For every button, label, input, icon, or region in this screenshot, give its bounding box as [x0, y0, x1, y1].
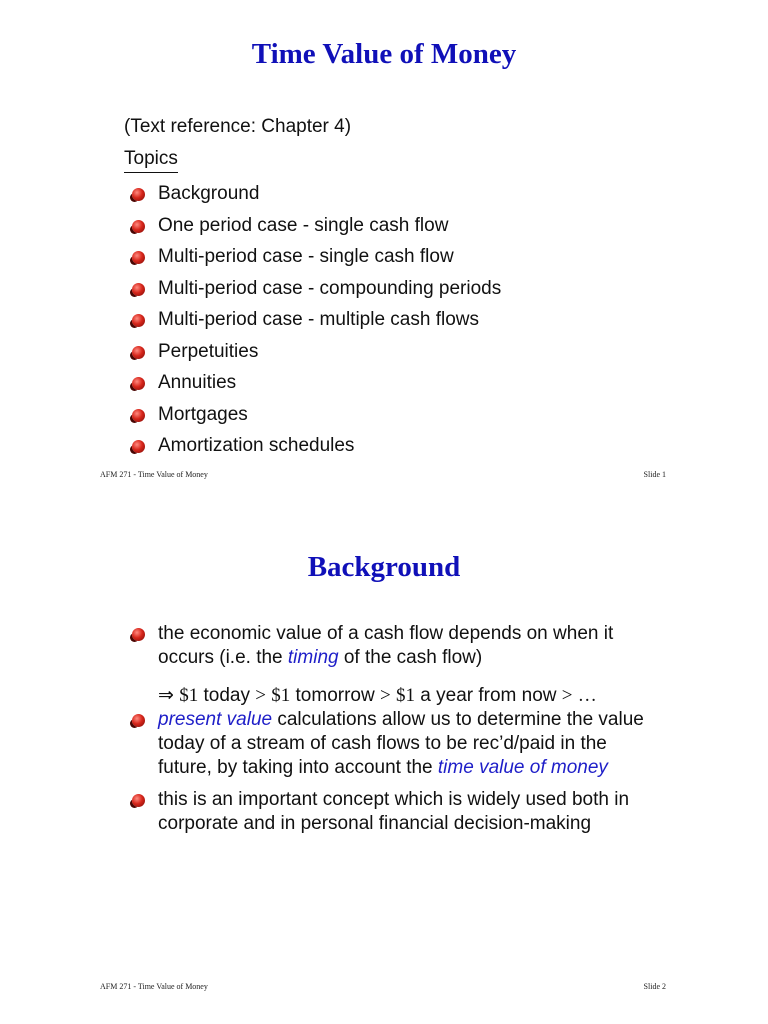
bullet-icon	[132, 314, 145, 327]
bullet-icon	[132, 440, 145, 453]
topic-label: Multi-period case - compounding periods	[158, 277, 502, 299]
bullet-icon	[132, 283, 145, 296]
emphasis-time-value: time value of money	[437, 757, 608, 778]
background-point	[128, 708, 648, 780]
topic-item	[128, 214, 501, 246]
formula-value: $1	[271, 685, 291, 706]
greater-than: >	[255, 685, 266, 706]
greater-than: >	[561, 685, 573, 706]
footer-slide-number: Slide 2	[643, 982, 666, 991]
background-point	[128, 622, 648, 670]
topic-label: Annuities	[158, 372, 237, 393]
bullet-icon	[132, 220, 145, 233]
emphasis-timing: timing	[287, 647, 339, 668]
point-text: of the cash flow)	[338, 647, 483, 668]
point-text: this is an important concept which is widely used both in corporate and in personal financial decision-making	[158, 789, 630, 834]
topic-label: Mortgages	[158, 403, 248, 425]
bullet-icon	[132, 377, 145, 390]
bullet-icon	[132, 628, 145, 641]
bullet-icon	[132, 188, 145, 201]
topic-label: One period case - single cash flow	[158, 214, 449, 236]
formula-text: today	[198, 685, 256, 706]
formula-text: tomorrow	[290, 685, 380, 706]
ellipsis: …	[577, 685, 597, 706]
topic-item	[128, 245, 501, 277]
topic-item	[128, 403, 501, 435]
bullet-icon	[132, 346, 145, 359]
background-point	[128, 788, 648, 836]
slide-title: Background	[307, 551, 461, 583]
topic-label: Perpetuities	[158, 340, 259, 362]
bullet-icon	[132, 714, 145, 727]
topic-label: Amortization schedules	[158, 435, 355, 456]
bullet-icon	[132, 251, 145, 264]
bullet-icon	[132, 409, 145, 422]
topic-item	[128, 277, 501, 309]
topic-item	[128, 340, 501, 372]
footer-slide-number: Slide 1	[643, 470, 666, 479]
background-list	[128, 622, 648, 836]
topic-item	[128, 434, 501, 466]
implies-arrow: ⇒	[158, 685, 174, 706]
text-reference: (Text reference: Chapter 4)	[124, 116, 352, 137]
greater-than: >	[380, 685, 391, 706]
formula-text: a year from now	[415, 685, 562, 706]
formula-line	[158, 684, 648, 708]
point-text: the economic value of a cash flow depends on when it occurs (i.e. the	[158, 623, 614, 668]
topic-item	[128, 308, 501, 340]
emphasis-present-value: present value	[158, 709, 273, 730]
topics-heading: Topics	[124, 148, 178, 173]
topics-list	[128, 182, 501, 466]
slide-title: Time Value of Money	[251, 38, 517, 70]
point-text: calculations allow us to determine the value today of a stream of cash flows to be rec’d/paid in the future, by taking into account the	[158, 709, 644, 778]
formula-value: $1	[179, 685, 199, 706]
footer-course: AFM 271 - Time Value of Money	[100, 470, 208, 479]
topic-label: Background	[158, 183, 260, 204]
slide-2	[0, 512, 768, 1024]
bullet-icon	[132, 794, 145, 807]
topic-item	[128, 371, 501, 403]
topic-item	[128, 182, 501, 214]
footer-course: AFM 271 - Time Value of Money	[100, 982, 208, 991]
formula-value: $1	[396, 685, 415, 706]
topic-label: Multi-period case - multiple cash flows	[158, 309, 480, 330]
topic-label: Multi-period case - single cash flow	[158, 246, 454, 267]
